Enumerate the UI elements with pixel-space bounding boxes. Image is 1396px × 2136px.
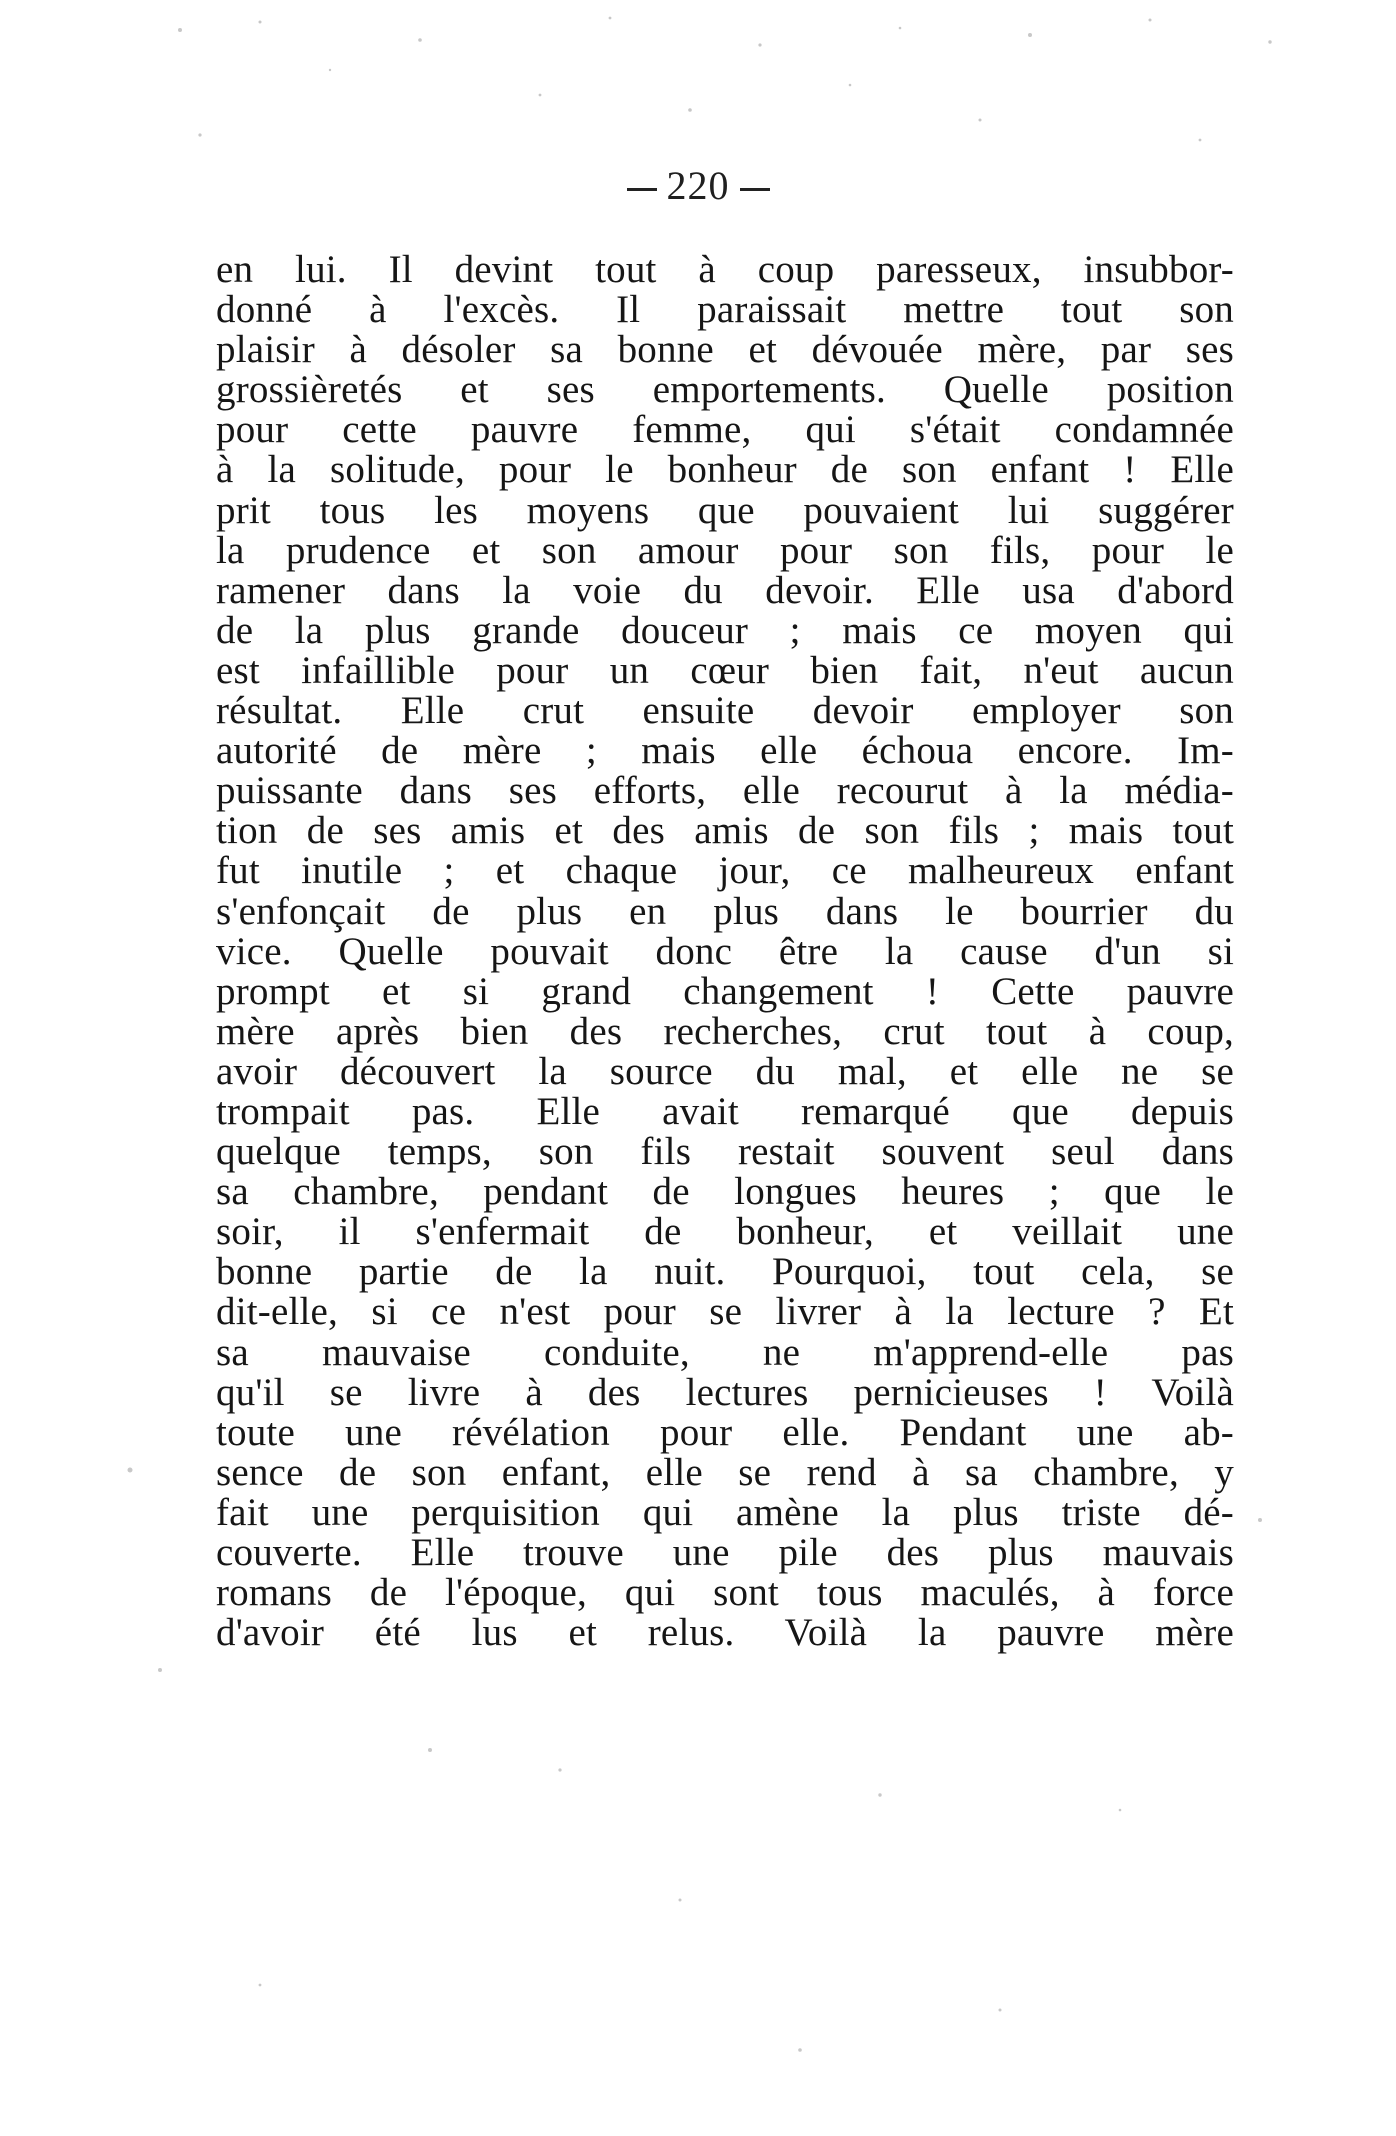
text-line: ramener dans la voie du devoir. Elle usa d'abord xyxy=(216,568,1234,612)
text-line: toute une révélation pour elle. Pendant une ab- xyxy=(216,1410,1234,1454)
text-line: pour cette pauvre femme, qui s'était condamnée xyxy=(216,408,1234,452)
text-line: dit-elle, si ce n'est pour se livrer à la lecture ? Et xyxy=(216,1290,1234,1334)
text-line: en lui. Il devint tout à coup paresseux, insubbor- xyxy=(216,248,1234,291)
text-line: soir, il s'enfermait de bonheur, et veillait une xyxy=(216,1210,1234,1254)
page-number-text: 220 xyxy=(666,163,730,208)
text-line: quelque temps, son fils restait souvent seul dans xyxy=(216,1130,1234,1174)
text-line: prompt et si grand changement ! Cette pauvre xyxy=(216,969,1234,1013)
text-line: avoir découvert la source du mal, et elle ne se xyxy=(216,1049,1234,1093)
text-line: de la plus grande douceur ; mais ce moyen qui xyxy=(216,608,1234,652)
text-line: plaisir à désoler sa bonne et dévouée mère, par ses xyxy=(216,328,1234,372)
page-number xyxy=(0,162,1396,209)
text-line: romans de l'époque, qui sont tous maculés, à force xyxy=(216,1571,1234,1615)
text-line: puissante dans ses efforts, elle recourut à la média- xyxy=(216,769,1234,813)
text-line: fut inutile ; et chaque jour, ce malheureux enfant xyxy=(216,849,1234,893)
text-line: mère après bien des recherches, crut tout à coup, xyxy=(216,1009,1234,1053)
text-line: s'enfonçait de plus en plus dans le bourrier du xyxy=(216,889,1234,933)
text-line: bonne partie de la nuit. Pourquoi, tout cela, se xyxy=(216,1250,1234,1294)
text-line: prit tous les moyens que pouvaient lui suggérer xyxy=(216,488,1234,532)
page-number-dash-left xyxy=(627,188,657,191)
text-line: la prudence et son amour pour son fils, pour le xyxy=(216,528,1234,572)
page-number-dash-right xyxy=(740,188,770,191)
text-line: donné à l'excès. Il paraissait mettre tout son xyxy=(216,288,1234,332)
body-text xyxy=(216,250,1234,1653)
text-line: grossièretés et ses emportements. Quelle position xyxy=(216,368,1234,412)
text-line: sa chambre, pendant de longues heures ; que le xyxy=(216,1170,1234,1214)
text-line: est infaillible pour un cœur bien fait, n'eut aucun xyxy=(216,648,1234,692)
text-line: vice. Quelle pouvait donc être la cause d'un si xyxy=(216,929,1234,973)
text-line: sence de son enfant, elle se rend à sa chambre, y xyxy=(216,1450,1234,1494)
text-line: à la solitude, pour le bonheur de son enfant ! Elle xyxy=(216,448,1234,492)
text-line: qu'il se livre à des lectures pernicieuses ! Voilà xyxy=(216,1370,1234,1414)
text-line: d'avoir été lus et relus. Voilà la pauvre mère xyxy=(216,1611,1234,1655)
text-line: autorité de mère ; mais elle échoua encore. Im- xyxy=(216,729,1234,773)
text-line: sa mauvaise conduite, ne m'apprend-elle pas xyxy=(216,1330,1234,1374)
text-line: résultat. Elle crut ensuite devoir employer son xyxy=(216,689,1234,733)
text-line: fait une perquisition qui amène la plus triste dé- xyxy=(216,1490,1234,1534)
text-line: couverte. Elle trouve une pile des plus mauvais xyxy=(216,1531,1234,1574)
text-line: tion de ses amis et des amis de son fils ; mais tout xyxy=(216,809,1234,853)
text-line: trompait pas. Elle avait remarqué que depuis xyxy=(216,1089,1234,1133)
